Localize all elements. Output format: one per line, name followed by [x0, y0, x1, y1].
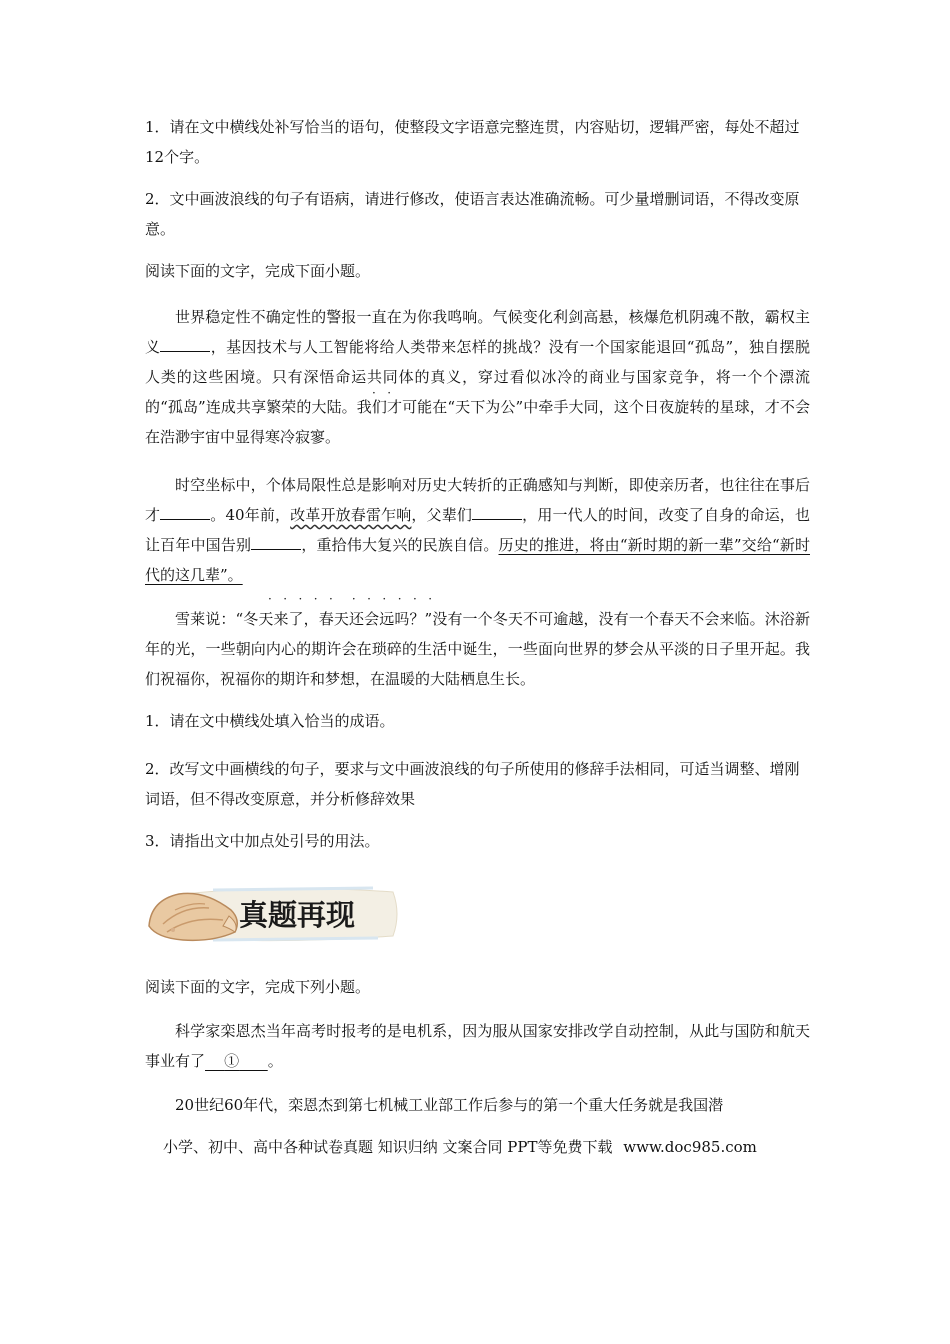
question-a2: 2．文中画波浪线的句子有语病，请进行修改，使语言表达准确流畅。可少量增删词语，不得改变原意。	[145, 190, 800, 238]
paragraph-4-text-a: 科学家栾恩杰当年高考时报考的是电机系，因为服从国家安排改学自动控制，从此与国防和航天事业有了	[145, 1022, 810, 1070]
wavy-underlined-sentence: 改革开放春雷乍响	[290, 506, 412, 524]
section-banner-title: 真题再现	[239, 898, 356, 932]
paragraph-2-text-b: 。40年前，	[210, 506, 291, 524]
paragraph-3: 雪莱说：“冬天来了，春天还会远吗？”没有一个冬天不可逾越，没有一个春天不会来临。沐浴新年的光，一些朝向内心的期许会在琐碎的生活中诞生，一些面向世界的梦会从平淡的日子里开起。我们祝福你，祝福你的期许和梦想，在温暖的大陆栖息生长。	[145, 610, 810, 688]
footer-link[interactable]: www.doc985.com	[623, 1138, 757, 1156]
question-b3: 3．请指出文中加点处引号的用法。	[145, 832, 380, 850]
paragraph-2-text-a: 时空坐标中，个体局限性总是影响对历史大转折的正确感知与判断，即使亲历者，也往往在事后才	[145, 476, 810, 524]
reading-instruction-a: 阅读下面的文字，完成下面小题。	[145, 262, 371, 280]
emphasis-dots-quote: · · · · · · · · · · ·	[268, 592, 433, 606]
page-footer	[163, 1136, 803, 1157]
paragraph-4	[145, 1016, 810, 1076]
fill-blank[interactable]	[160, 336, 210, 352]
paragraph-1	[145, 302, 810, 452]
footer-text: 小学、初中、高中各种试卷真题 知识归纳 文案合同 PPT等免费下载	[163, 1138, 613, 1156]
fill-blank-1[interactable]	[205, 1052, 268, 1070]
paragraph-2-text-d: ，用一代人的时间，改变了自身的命运，也让百年中国告别	[145, 506, 810, 554]
paragraph-5: 20世纪60年代，栾恩杰到第七机械工业部工作后参与的第一个重大任务就是我国潜	[175, 1096, 724, 1114]
paragraph-4-text-b: 。	[267, 1052, 283, 1070]
section-banner-graphic	[143, 880, 403, 948]
blank-label: ①	[224, 1052, 240, 1070]
question-b1: 1．请在文中横线处填入恰当的成语。	[145, 712, 395, 730]
fill-blank[interactable]	[160, 504, 210, 520]
section-banner	[143, 880, 403, 948]
paragraph-2	[145, 470, 810, 590]
fill-blank[interactable]	[251, 534, 301, 550]
question-a1: 1．请在文中横线处补写恰当的语句，使整段文字语意完整连贯，内容贴切，逻辑严密，每处不超过12个字。	[145, 118, 800, 166]
underlined-sentence: 历史的推进，将由“新时期的新一辈”交给“新时代的这几辈”。	[145, 536, 810, 584]
paragraph-2-text-e: ，重拾伟大复兴的民族自信。	[301, 536, 499, 554]
fill-blank[interactable]	[472, 504, 522, 520]
paragraph-1-text-a: 世界稳定性不确定性的警报一直在为你我鸣响。气候变化利剑高悬，核爆危机阴魂不散，霸权主义	[145, 308, 810, 356]
emphasis-dots-island: · ·	[372, 386, 392, 400]
paragraph-1-text-b: ，基因技术与人工智能将给人类带来怎样的挑战？没有一个国家能退回“孤岛”，独自摆脱人类的这些困境。只有深悟命运共同体的真义，穿过看似冰冷的商业与国家竞争，将一个个漂流的“孤岛”连成共享繁荣的大陆。我们才可能在“天下为公”中牵手大同，这个日夜旋转的星球，才不会在浩渺宇宙中显得寒冷寂寥。	[145, 338, 810, 446]
reading-instruction-b: 阅读下面的文字，完成下列小题。	[145, 978, 371, 996]
paragraph-2-text-c: ，父辈们	[411, 506, 473, 524]
question-b2: 2．改写文中画横线的句子，要求与文中画波浪线的句子所使用的修辞手法相同，可适当调整、增刚词语，但不得改变原意，并分析修辞效果	[145, 760, 800, 808]
